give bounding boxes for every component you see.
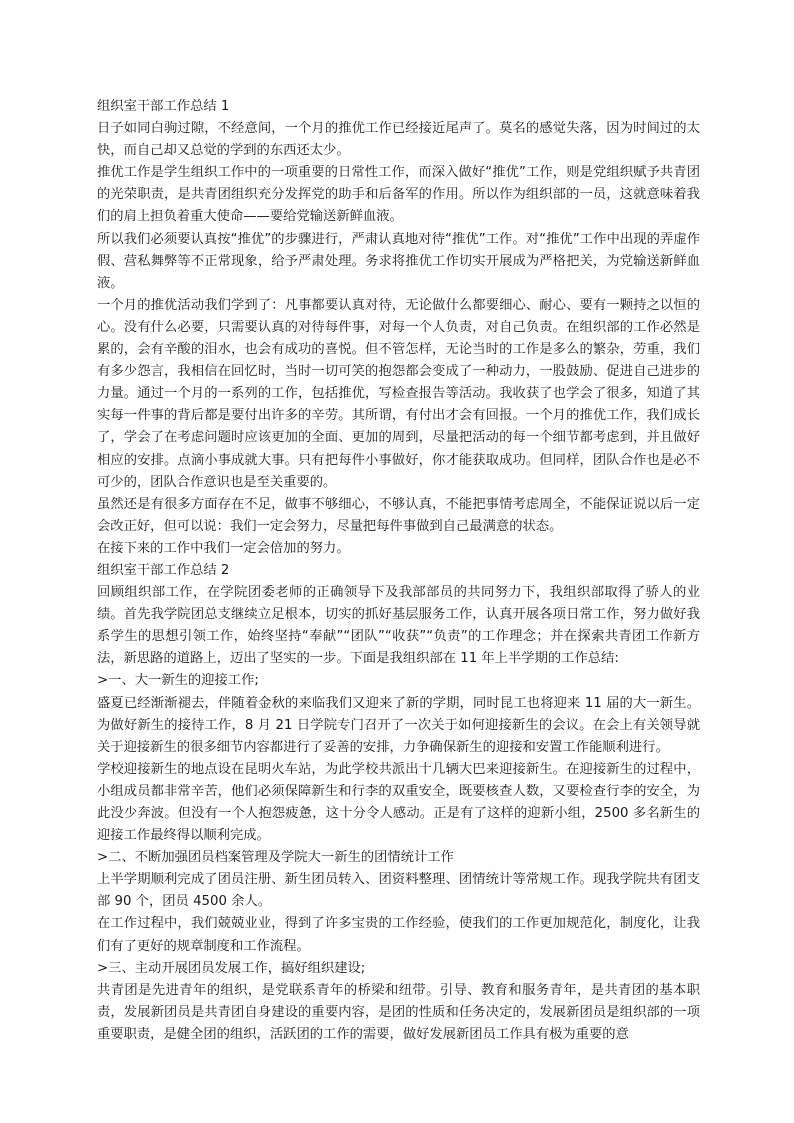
paragraph: 日子如同白驹过隙，不经意间，一个月的推优工作已经接近尾声了。莫名的感觉失落，因为时间过的太快，而自己却又总觉的学到的东西还太少。	[97, 121, 700, 159]
paragraph: 上半学期顺利完成了团员注册、新生团员转入、团资料整理、团情统计等常规工作。现我学院共有团支部 90 个，团员 4500 余人。	[97, 872, 700, 910]
paragraph: 盛夏已经渐渐褪去，伴随着金秋的来临我们又迎来了新的学期，同时昆工也将迎来 11 届的大一新生。为做好新生的接待工作，8 月 21 日学院专门召开了一次关于如何迎接新生的会议。在会上有关领导就关于迎接新生的很多细节内容都进行了妥善的安排，力争确保新生的迎接和安置工作能顺利进行。	[97, 695, 700, 755]
subheading: >一、大一新生的迎接工作;	[97, 673, 259, 689]
section-heading-1: 组织室干部工作总结 1	[97, 99, 230, 114]
paragraph: 共青团是先进青年的组织，是党联系青年的桥梁和纽带。引导、教育和服务青年，是共青团的基本职责，发展新团员是共青团自身建设的重要内容，是团的性质和任务决定的，发展新团员是组织部的一项重要职责，是健全团的组织，活跃团的工作的需要，做好发展新团员工作具有极为重要的意	[97, 982, 700, 1042]
paragraph: 在工作过程中，我们兢兢业业，得到了许多宝贵的工作经验，使我们的工作更加规范化，制度化，让我们有了更好的规章制度和工作流程。	[97, 916, 700, 954]
section-heading-2: 组织室干部工作总结 2	[97, 562, 230, 578]
subheading: >三、主动开展团员发展工作，搞好组织建设;	[97, 960, 366, 976]
subheading: >二、不断加强团员档案管理及学院大一新生的团情统计工作	[97, 850, 454, 866]
paragraph: 所以我们必须要认真按“推优”的步骤进行，严肃认真地对待“推优”工作。对“推优”工作中出现的弄虚作假、营私舞弊等不正常现象，给予严肃处理。务求将推优工作切实开展成为严格把关，为党输送新鲜血液。	[97, 231, 700, 291]
paragraph: 在接下来的工作中我们一定会倍加的努力。	[97, 540, 350, 556]
paragraph: 学校迎接新生的地点设在昆明火车站，为此学校共派出十几辆大巴来迎接新生。在迎接新生的过程中，小组成员都非常辛苦，他们必须保障新生和行李的双重安全，既要核查人数，又要检查行李的安全，为此没少奔波。但没有一个人抱怨疲惫，这十分令人感动。正是有了这样的迎新小组，2500 多名新生的迎接工作最终得以顺利完成。	[97, 761, 700, 844]
paragraph: 虽然还是有很多方面存在不足，做事不够细心，不够认真，不能把事情考虑周全，不能保证说以后一定会改正好，但可以说：我们一定会努力，尽量把每件事做到自己最满意的状态。	[97, 496, 700, 534]
paragraph: 推优工作是学生组织工作中的一项重要的日常性工作，而深入做好“推优”工作，则是党组织赋予共青团的光荣职责，是共青团组织充分发挥党的助手和后备军的作用。所以作为组织部的一员，这就意味着我们的肩上担负着重大使命——要给党输送新鲜血液。	[97, 165, 700, 225]
paragraph: 一个月的推优活动我们学到了：凡事都要认真对待，无论做什么都要细心、耐心、要有一颗持之以恒的心。没有什么必要，只需要认真的对待每件事，对每一个人负责，对自己负责。在组织部的工作必然是累的，会有辛酸的泪水，也会有成功的喜悦。但不管怎样，无论当时的工作是多么的繁杂，劳重，我们有多少怨言，我相信在回忆时，当时一切可笑的抱怨都会变成了一种动力，一股鼓励、促进自己进步的力量。通过一个月的一系列的工作，包括推优，写检查报告等活动。我收获了也学会了很多，知道了其实每一件事的背后都是要付出许多的辛劳。其所谓，有付出才会有回报。一个月的推优工作，我们成长了，学会了在考虑问题时应该更加的全面、更加的周到，尽量把活动的每一个细节都考虑到，并且做好相应的安排。点滴小事成就大事。只有把每件小事做好，你才能获取成功。但同样，团队合作也是必不可少的，团队合作意识也是至关重要的。	[97, 297, 700, 490]
paragraph: 回顾组织部工作，在学院团委老师的正确领导下及我部部员的共同努力下，我组织部取得了骄人的业绩。首先我学院团总支继续立足根本，切实的抓好基层服务工作，认真开展各项日常工作，努力做好我系学生的思想引领工作，始终坚持“奉献”“团队”“收获”“负责”的工作理念；并在探索共青团工作新方法，新思路的道路上，迈出了坚实的一步。下面是我组织部在 11 年上半学期的工作总结:	[97, 585, 700, 667]
document-body	[97, 96, 700, 1046]
